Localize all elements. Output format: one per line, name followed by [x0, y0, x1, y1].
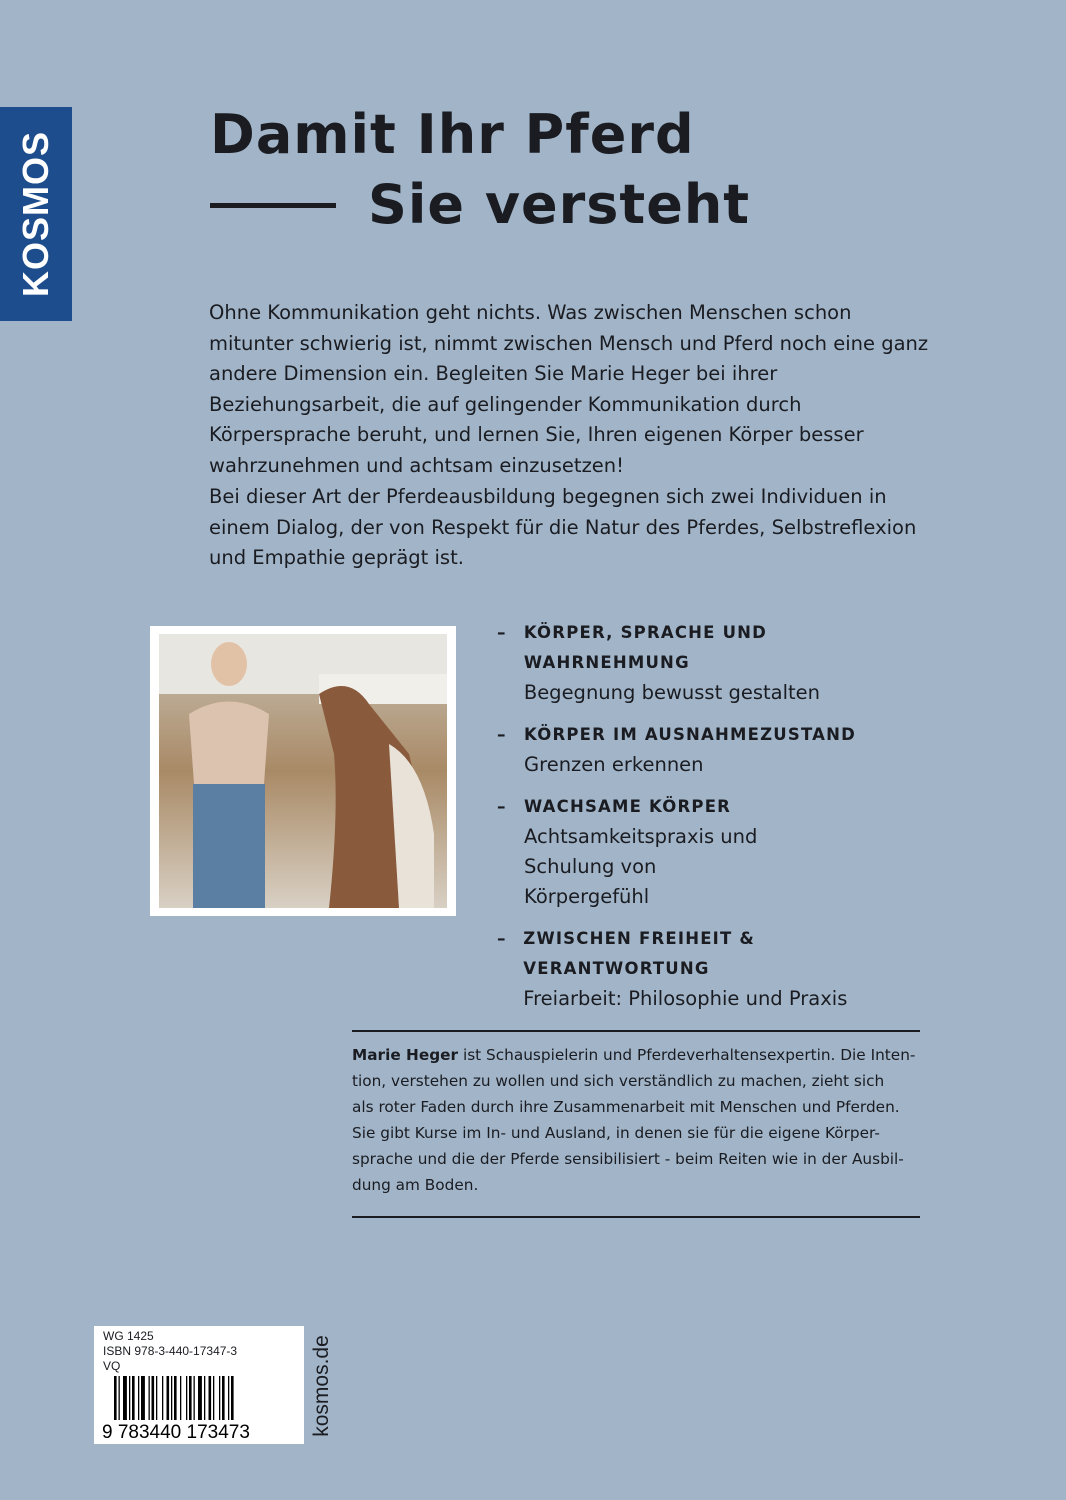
vq-code: VQ	[103, 1359, 121, 1373]
barcode-bar	[114, 1376, 117, 1420]
title-line-2: Sie versteht	[368, 173, 751, 236]
barcode-bar	[228, 1376, 229, 1420]
title-dash	[210, 203, 336, 208]
barcode-bar	[209, 1376, 212, 1420]
barcode-bar	[204, 1376, 205, 1420]
feature-list	[497, 618, 937, 1026]
feature-item	[497, 618, 937, 708]
barcode-bar	[162, 1376, 163, 1420]
barcode-bar	[180, 1376, 181, 1420]
barcode-bar	[167, 1376, 170, 1420]
title-line-2-row	[210, 170, 750, 240]
intro-paragraph-1: Ohne Kommunikation geht nichts. Was zwischen Menschen schon mitunter schwierig ist, nimmt zwischen Mensch und Pferd noch eine ganz andere Dimension ein. Begleiten Sie Marie Heger bei ihrer Beziehungsarbeit, die auf gelingender Kommunikation durch Körpersprache beruht, und lernen Sie, Ihren eigenen Körper besser wahrzunehmen und achtsam einzusetzen!	[209, 301, 929, 477]
publisher-logo	[0, 107, 72, 321]
dash: –	[497, 797, 506, 817]
intro-paragraph-2: Bei dieser Art der Pferdeausbildung begegnen sich zwei Individuen in einem Dialog, der von Respekt für die Natur des Pferdes, Selbstreflexion und Empathie geprägt ist.	[209, 485, 917, 569]
barcode	[102, 1376, 298, 1442]
author-photo	[150, 626, 456, 916]
barcode-bar	[129, 1376, 130, 1420]
feature-heading: KÖRPER, SPRACHE UND WAHRNEHMUNG	[523, 623, 768, 672]
barcode-bar	[171, 1376, 172, 1420]
bio-line: Sie gibt Kurse im In- und Ausland, in denen sie für die eigene Körper-	[352, 1124, 880, 1142]
bio-line: sprache und die der Pferde sensibilisiert - beim Reiten wie in der Ausbil-	[352, 1150, 904, 1168]
barcode-bar	[119, 1376, 120, 1420]
feature-item	[497, 924, 937, 1014]
isbn-info	[103, 1329, 237, 1374]
author-bio	[352, 1042, 922, 1198]
barcode-bar	[219, 1376, 220, 1420]
bio-line: als roter Faden durch ihre Zusammenarbeit mit Menschen und Pferden.	[352, 1098, 900, 1116]
barcode-bar	[213, 1376, 214, 1420]
barcode-bar	[186, 1376, 187, 1420]
feature-item	[497, 792, 937, 912]
barcode-bar	[141, 1376, 145, 1420]
logo-text: KOSMOS	[15, 130, 57, 298]
bio-line: tion, verstehen zu wollen und sich verständlich zu machen, zieht sich	[352, 1072, 885, 1090]
dash: –	[497, 725, 506, 745]
barcode-bar	[189, 1376, 192, 1420]
feature-heading: ZWISCHEN FREIHEIT & VERANTWORTUNG	[523, 929, 756, 978]
website	[304, 1326, 340, 1446]
bio-text: ist Schauspielerin und Pferdeverhaltensexpertin. Die Inten-	[458, 1046, 916, 1064]
barcode-bar	[231, 1376, 234, 1420]
barcode-bar	[132, 1376, 135, 1420]
barcode-digits: 9 783440 173473	[102, 1422, 250, 1442]
title-line-1: Damit Ihr Pferd	[210, 103, 695, 166]
dash: –	[497, 929, 506, 949]
barcode-bar	[198, 1376, 202, 1420]
dash: –	[497, 623, 506, 643]
barcode-bar	[149, 1376, 150, 1420]
wg-code: WG 1425	[103, 1329, 154, 1343]
barcode-bar	[138, 1376, 139, 1420]
feature-item	[497, 720, 937, 780]
isbn-number: ISBN 978-3-440-17347-3	[103, 1344, 238, 1358]
divider-bottom	[352, 1216, 920, 1218]
feature-subtitle: Begegnung bewusst gestalten	[523, 681, 820, 704]
barcode-bar	[123, 1376, 127, 1420]
author-name: Marie Heger	[352, 1046, 459, 1064]
barcode-bar	[194, 1376, 195, 1420]
divider-top	[352, 1030, 920, 1032]
barcode-bar	[222, 1376, 225, 1420]
barcode-bar	[152, 1376, 155, 1420]
bio-line: dung am Boden.	[352, 1176, 479, 1194]
isbn-box	[94, 1326, 304, 1444]
feature-subtitle: Freiarbeit: Philosophie und Praxis	[523, 987, 848, 1010]
feature-heading: KÖRPER IM AUSNAHMEZUSTAND	[524, 725, 857, 744]
book-title	[210, 100, 750, 240]
website-text: kosmos.de	[310, 1335, 334, 1437]
barcode-bar	[174, 1376, 177, 1420]
barcode-bar	[156, 1376, 157, 1420]
feature-subtitle: Achtsamkeitspraxis und Schulung von Körpergefühl	[524, 825, 758, 908]
feature-heading: WACHSAME KÖRPER	[524, 797, 732, 816]
bio-line	[352, 1042, 922, 1068]
feature-subtitle: Grenzen erkennen	[524, 753, 704, 776]
